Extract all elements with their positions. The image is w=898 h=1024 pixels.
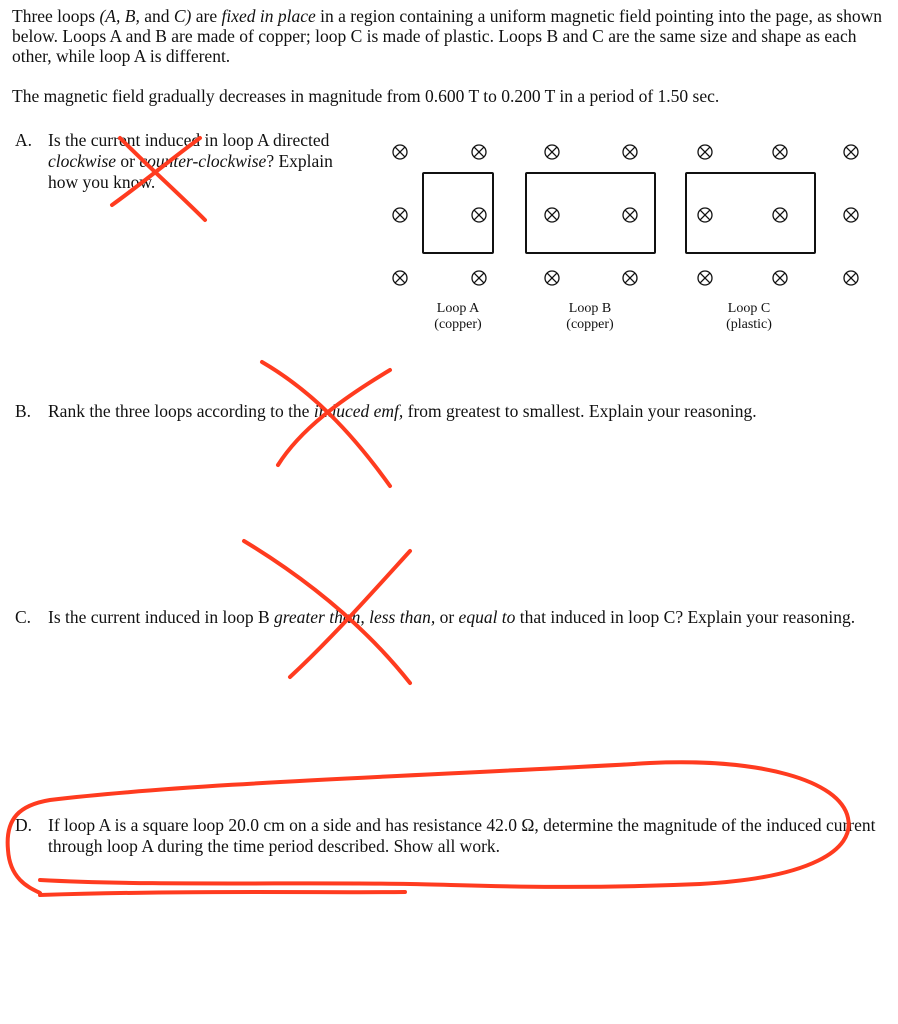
- question-a-label: A.: [15, 130, 33, 150]
- loop-c-name: Loop C: [727, 301, 771, 316]
- field-into-page-icon: [844, 208, 858, 222]
- field-into-page-icon: [698, 271, 712, 285]
- question-c-label: C.: [15, 607, 32, 627]
- field-into-page-icon: [393, 145, 407, 159]
- field-into-page-icon: [773, 208, 787, 222]
- field-into-page-icon: [472, 271, 486, 285]
- loop-captions: [434, 301, 772, 332]
- field-sentence: The magnetic field gradually decreases in magnitude from 0.600 T to 0.200 T in a period of 1.50 sec.: [12, 86, 720, 106]
- field-into-page-icon: [545, 208, 559, 222]
- loop-b-material: (copper): [566, 317, 614, 332]
- field-into-page-icon: [393, 271, 407, 285]
- field-into-page-icon: [623, 145, 637, 159]
- field-symbols: [393, 145, 858, 285]
- question-d-text: If loop A is a square loop 20.0 cm on a side and has resistance 42.0 Ω, determine the magnitude of the induced current through loop A during the time period described. Show all work.: [48, 815, 876, 856]
- field-into-page-icon: [773, 145, 787, 159]
- loop-a-name: Loop A: [436, 301, 480, 316]
- loop-a-material: (copper): [434, 317, 482, 332]
- field-into-page-icon: [844, 145, 858, 159]
- field-into-page-icon: [623, 208, 637, 222]
- question-b-text: Rank the three loops according to the induced emf, from greatest to smallest. Explain your reasoning.: [48, 401, 757, 421]
- field-into-page-icon: [773, 271, 787, 285]
- field-into-page-icon: [698, 208, 712, 222]
- question-c-text: Is the current induced in loop B greater than, less than, or equal to that induced in loop C? Explain your reasoning.: [48, 607, 856, 627]
- intro-paragraph: Three loops (A, B, and C) are fixed in place in a region containing a uniform magnetic field pointing into the page, as shown below. Loops A and B are made of copper; loop C is made of plastic. Loops B and C are the same size and shape as each other, while loop A is different.: [12, 6, 882, 66]
- question-b-label: B.: [15, 401, 32, 421]
- field-into-page-icon: [472, 208, 486, 222]
- field-into-page-icon: [393, 208, 407, 222]
- loop-b-name: Loop B: [568, 301, 612, 316]
- field-into-page-icon: [844, 271, 858, 285]
- field-into-page-icon: [623, 271, 637, 285]
- magnetic-field-diagram: [380, 130, 880, 340]
- cross-out-b-stroke-1: [262, 362, 390, 486]
- field-into-page-icon: [545, 145, 559, 159]
- loop-c-material: (plastic): [726, 317, 772, 332]
- field-into-page-icon: [545, 271, 559, 285]
- field-into-page-icon: [698, 145, 712, 159]
- field-into-page-icon: [472, 145, 486, 159]
- question-d-label: D.: [15, 815, 33, 835]
- question-a-text: Is the current induced in loop A directed clockwise or counter-clockwise? Explain how you know.: [48, 130, 333, 192]
- underline-stroke-d: [40, 892, 405, 895]
